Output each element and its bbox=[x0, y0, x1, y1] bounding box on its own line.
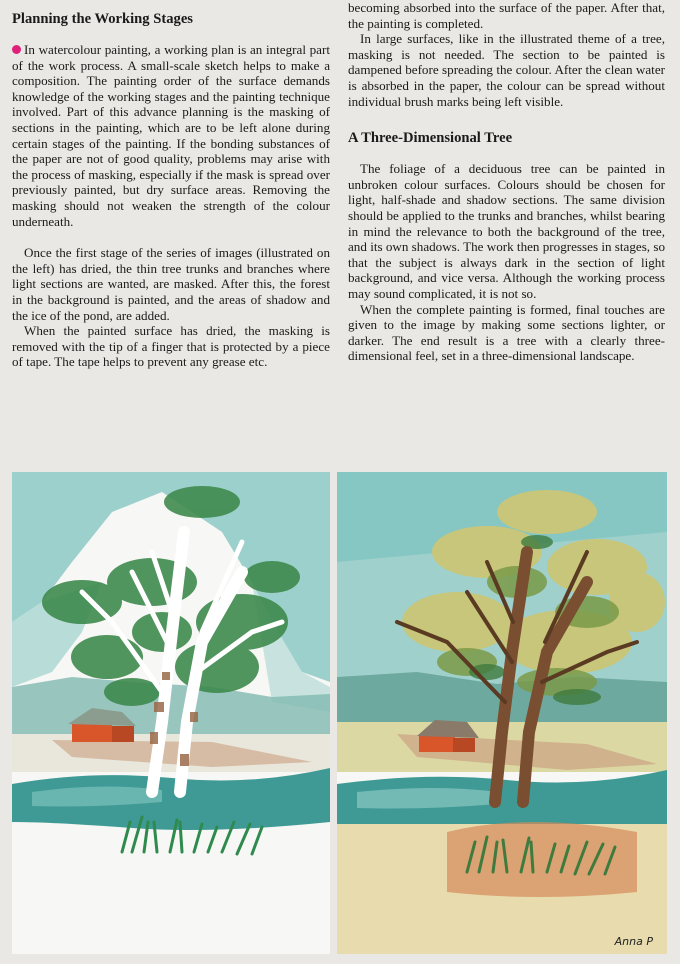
watercolour-painting-masked-stage bbox=[12, 472, 330, 954]
paragraph: In large surfaces, like in the illustrated theme of a tree, masking is not needed. The section to be painted is dampened before spreading the colour. After the clean water is absorbed in the paper, the colour can be spread without individual brush marks being left visible. bbox=[348, 31, 665, 109]
section-heading-three-dimensional-tree: A Three-Dimensional Tree bbox=[348, 130, 513, 147]
painting-signature: Anna P bbox=[614, 935, 653, 948]
right-text-column bbox=[348, 0, 665, 364]
paragraph: In watercolour painting, a working plan is an integral part of the work process. A small-scale sketch helps to make a composition. The painting order of the surface demands knowledge of the working stages and the painting technique involved. Part of this advance planning is the masking of sections in the painting, which are to be left alone during certain stages of the painting. If the bonding substances of the paper are not of good quality, problems may arise with the process of masking, especially if the mask is spread over previously painted, but dry surface areas. Removing the masking should not weaken the strength of the colour underneath. bbox=[12, 42, 330, 229]
paragraph: Once the first stage of the series of images (illustrated on the left) has dried, the thin tree trunks and branches where light sections are wanted, are masked. After this, the forest in the background is painted, and the areas of shadow and the ice of the pond, are added. bbox=[12, 245, 330, 323]
paragraph: When the complete painting is formed, final touches are given to the image by making some sections lighter, or darker. The end result is a tree with a clearly three-dimensional feel, set in a three-dimensional landscape. bbox=[348, 301, 665, 364]
paragraph: The foliage of a deciduous tree can be painted in unbroken colour surfaces. Colours should be chosen for light, half-shade and shadow sections. The same division should be applied to the trunks and branches, whilst bearing in mind the relevance to both the background of the tree, and its own shadows. The work then progresses in stages, so that the subject is always dark in the section of light background, and vice versa. Although the working process may sound complicated, it is not so. bbox=[348, 161, 665, 301]
left-text-column bbox=[12, 0, 330, 370]
watercolour-painting-finished bbox=[337, 472, 667, 954]
bullet-marker bbox=[12, 45, 21, 54]
paragraph: becoming absorbed into the surface of the paper. After that, the painting is completed. bbox=[348, 0, 665, 31]
section-heading-planning: Planning the Working Stages bbox=[12, 11, 193, 27]
paragraph: When the painted surface has dried, the masking is removed with the tip of a finger that is protected by a piece of tape. The tape helps to prevent any grease etc. bbox=[12, 323, 330, 370]
